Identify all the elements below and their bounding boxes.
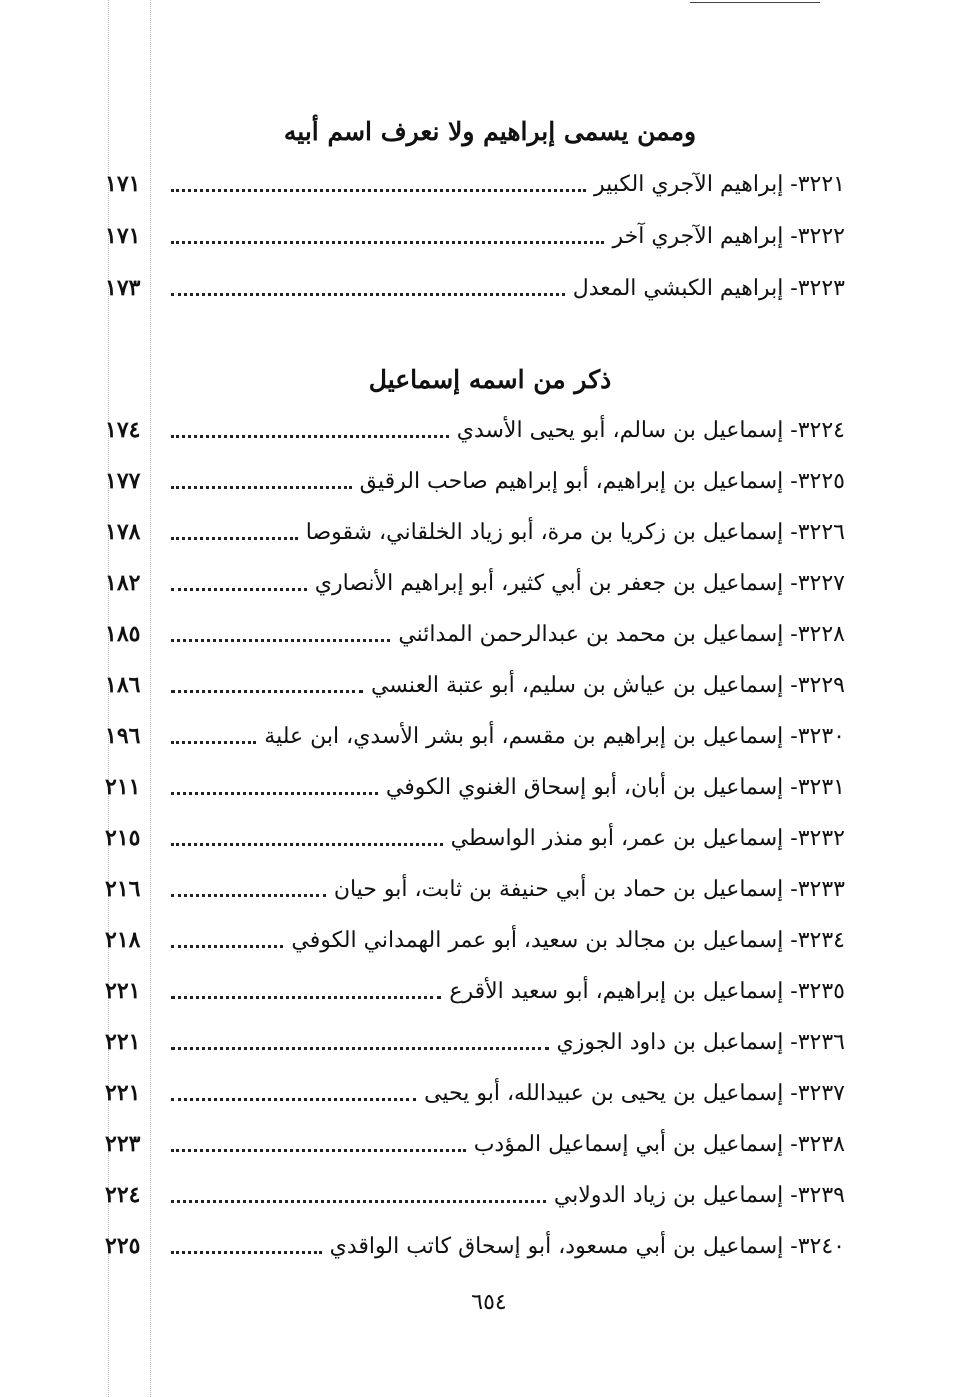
entry-text: ٣٢٢٤- إسماعيل بن سالم، أبو يحيى الأسدي — [456, 417, 845, 443]
index-entry — [105, 214, 845, 258]
entry-text: ٣٢٣٧- إسماعيل بن يحيى بن عبيدالله، أبو يحيى — [424, 1080, 845, 1106]
entry-text: ٣٢٣٨- إسماعيل بن أبي إسماعيل المؤدب — [473, 1131, 845, 1157]
index-entry — [105, 561, 845, 605]
page-folio-number: ٦٥٤ — [471, 1290, 507, 1315]
entry-text: ٣٢٣١- إسماعيل بن أبان، أبو إسحاق الغنوي الكوفي — [385, 774, 845, 800]
index-entry — [105, 765, 845, 809]
entry-page-number: ٢١٨ — [105, 927, 141, 953]
index-entry — [105, 162, 845, 206]
dot-leader — [171, 537, 298, 540]
index-entry — [105, 1020, 845, 1064]
entry-text: ٣٢٣٣- إسماعيل بن حماد بن أبي حنيفة بن ثابت، أبو حيان — [333, 876, 845, 902]
entry-text: ٣٢٤٠- إسماعيل بن أبي مسعود، أبو إسحاق كاتب الواقدي — [329, 1233, 845, 1259]
index-entry — [105, 1173, 845, 1217]
entry-text: ٣٢٢٦- إسماعيل بن زكريا بن مرة، أبو زياد الخلقاني، شقوصا — [305, 519, 845, 545]
index-entry — [105, 867, 845, 911]
entry-page-number: ١٩٦ — [105, 723, 141, 749]
entry-text: ٣٢٣٤- إسماعيل بن مجالد بن سعيد، أبو عمر الهمداني الكوفي — [291, 927, 845, 953]
index-entry — [105, 459, 845, 503]
entry-page-number: ٢٢٤ — [105, 1182, 141, 1208]
entry-page-number: ٢١٥ — [105, 825, 141, 851]
dot-leader — [171, 690, 363, 693]
entry-text: ٣٢٢٧- إسماعيل بن جعفر بن أبي كثير، أبو إبراهيم الأنصاري — [314, 570, 845, 596]
entry-text: ٣٢٣٠- إسماعيل بن إبراهيم بن مقسم، أبو بشر الأسدي، ابن علية — [264, 723, 845, 749]
entry-page-number: ١٨٥ — [105, 621, 141, 647]
entry-text: ٣٢٣٢- إسماعيل بن عمر، أبو منذر الواسطي — [450, 825, 845, 851]
entry-text: ٣٢٢٣- إبراهيم الكبشي المعدل — [572, 275, 845, 301]
dot-leader — [171, 996, 441, 999]
entry-text: ٣٢٢٢- إبراهيم الآجري آخر — [612, 223, 845, 249]
index-entry — [105, 816, 845, 860]
entry-page-number: ٢٢١ — [105, 1029, 141, 1055]
index-entry — [105, 266, 845, 310]
dot-leader — [171, 486, 352, 489]
section-heading-ibrahim: وممن يسمى إبراهيم ولا نعرف اسم أبيه — [283, 117, 697, 146]
entry-page-number: ٢٢١ — [105, 978, 141, 1004]
entry-page-number: ٢٢٣ — [105, 1131, 141, 1157]
index-entry — [105, 408, 845, 452]
entry-page-number: ١٧٣ — [105, 275, 141, 301]
dot-leader — [171, 945, 283, 948]
index-entry — [105, 510, 845, 554]
index-entry — [105, 969, 845, 1013]
dot-leader — [171, 293, 565, 296]
entry-page-number: ٢١١ — [105, 774, 141, 800]
dot-leader — [171, 1149, 466, 1152]
index-entry — [105, 612, 845, 656]
index-entry — [105, 714, 845, 758]
entry-text: ٣٢٣٩- إسماعيل بن زياد الدولابي — [553, 1182, 845, 1208]
entry-page-number: ١٧٤ — [105, 417, 141, 443]
entry-page-number: ٢١٦ — [105, 876, 141, 902]
dot-leader — [171, 1251, 322, 1254]
dot-leader — [171, 1098, 416, 1101]
dot-leader — [171, 1047, 549, 1050]
entry-page-number: ٢٢٥ — [105, 1233, 141, 1259]
index-entry — [105, 1224, 845, 1268]
index-entry — [105, 918, 845, 962]
dot-leader — [171, 435, 449, 438]
entry-text: ٣٢٢٨- إسماعيل بن محمد بن عبدالرحمن المدائني — [398, 621, 845, 647]
top-rule — [690, 2, 820, 3]
entry-page-number: ١٧٨ — [105, 519, 141, 545]
index-entry — [105, 1122, 845, 1166]
entry-page-number: ١٨٢ — [105, 570, 141, 596]
entry-page-number: ١٨٦ — [105, 672, 141, 698]
entry-page-number: ١٧١ — [105, 171, 141, 197]
dot-leader — [171, 639, 390, 642]
dot-leader — [171, 189, 586, 192]
entry-text: ٣٢٢٩- إسماعيل بن عياش بن سليم، أبو عتبة العنسي — [370, 672, 845, 698]
dot-leader — [171, 792, 378, 795]
entry-page-number: ١٧٧ — [105, 468, 141, 494]
entry-text: ٣٢٣٥- إسماعيل بن إبراهيم، أبو سعيد الأقرع — [449, 978, 845, 1004]
entry-text: ٣٢٣٦- إسماعبل بن داود الجوزي — [556, 1029, 845, 1055]
dot-leader — [171, 588, 307, 591]
dot-leader — [171, 894, 326, 897]
entry-text: ٣٢٢١- إبراهيم الآجري الكبير — [593, 171, 845, 197]
entry-page-number: ٢٢١ — [105, 1080, 141, 1106]
dot-leader — [171, 843, 443, 846]
index-entry — [105, 1071, 845, 1115]
entry-page-number: ١٧١ — [105, 223, 141, 249]
dot-leader — [171, 1200, 546, 1203]
section-heading-ismail: ذكر من اسمه إسماعيل — [368, 365, 612, 394]
entry-text: ٣٢٢٥- إسماعيل بن إبراهيم، أبو إبراهيم صاحب الرقيق — [359, 468, 845, 494]
dot-leader — [171, 241, 604, 244]
index-entry — [105, 663, 845, 707]
dot-leader — [171, 741, 256, 744]
